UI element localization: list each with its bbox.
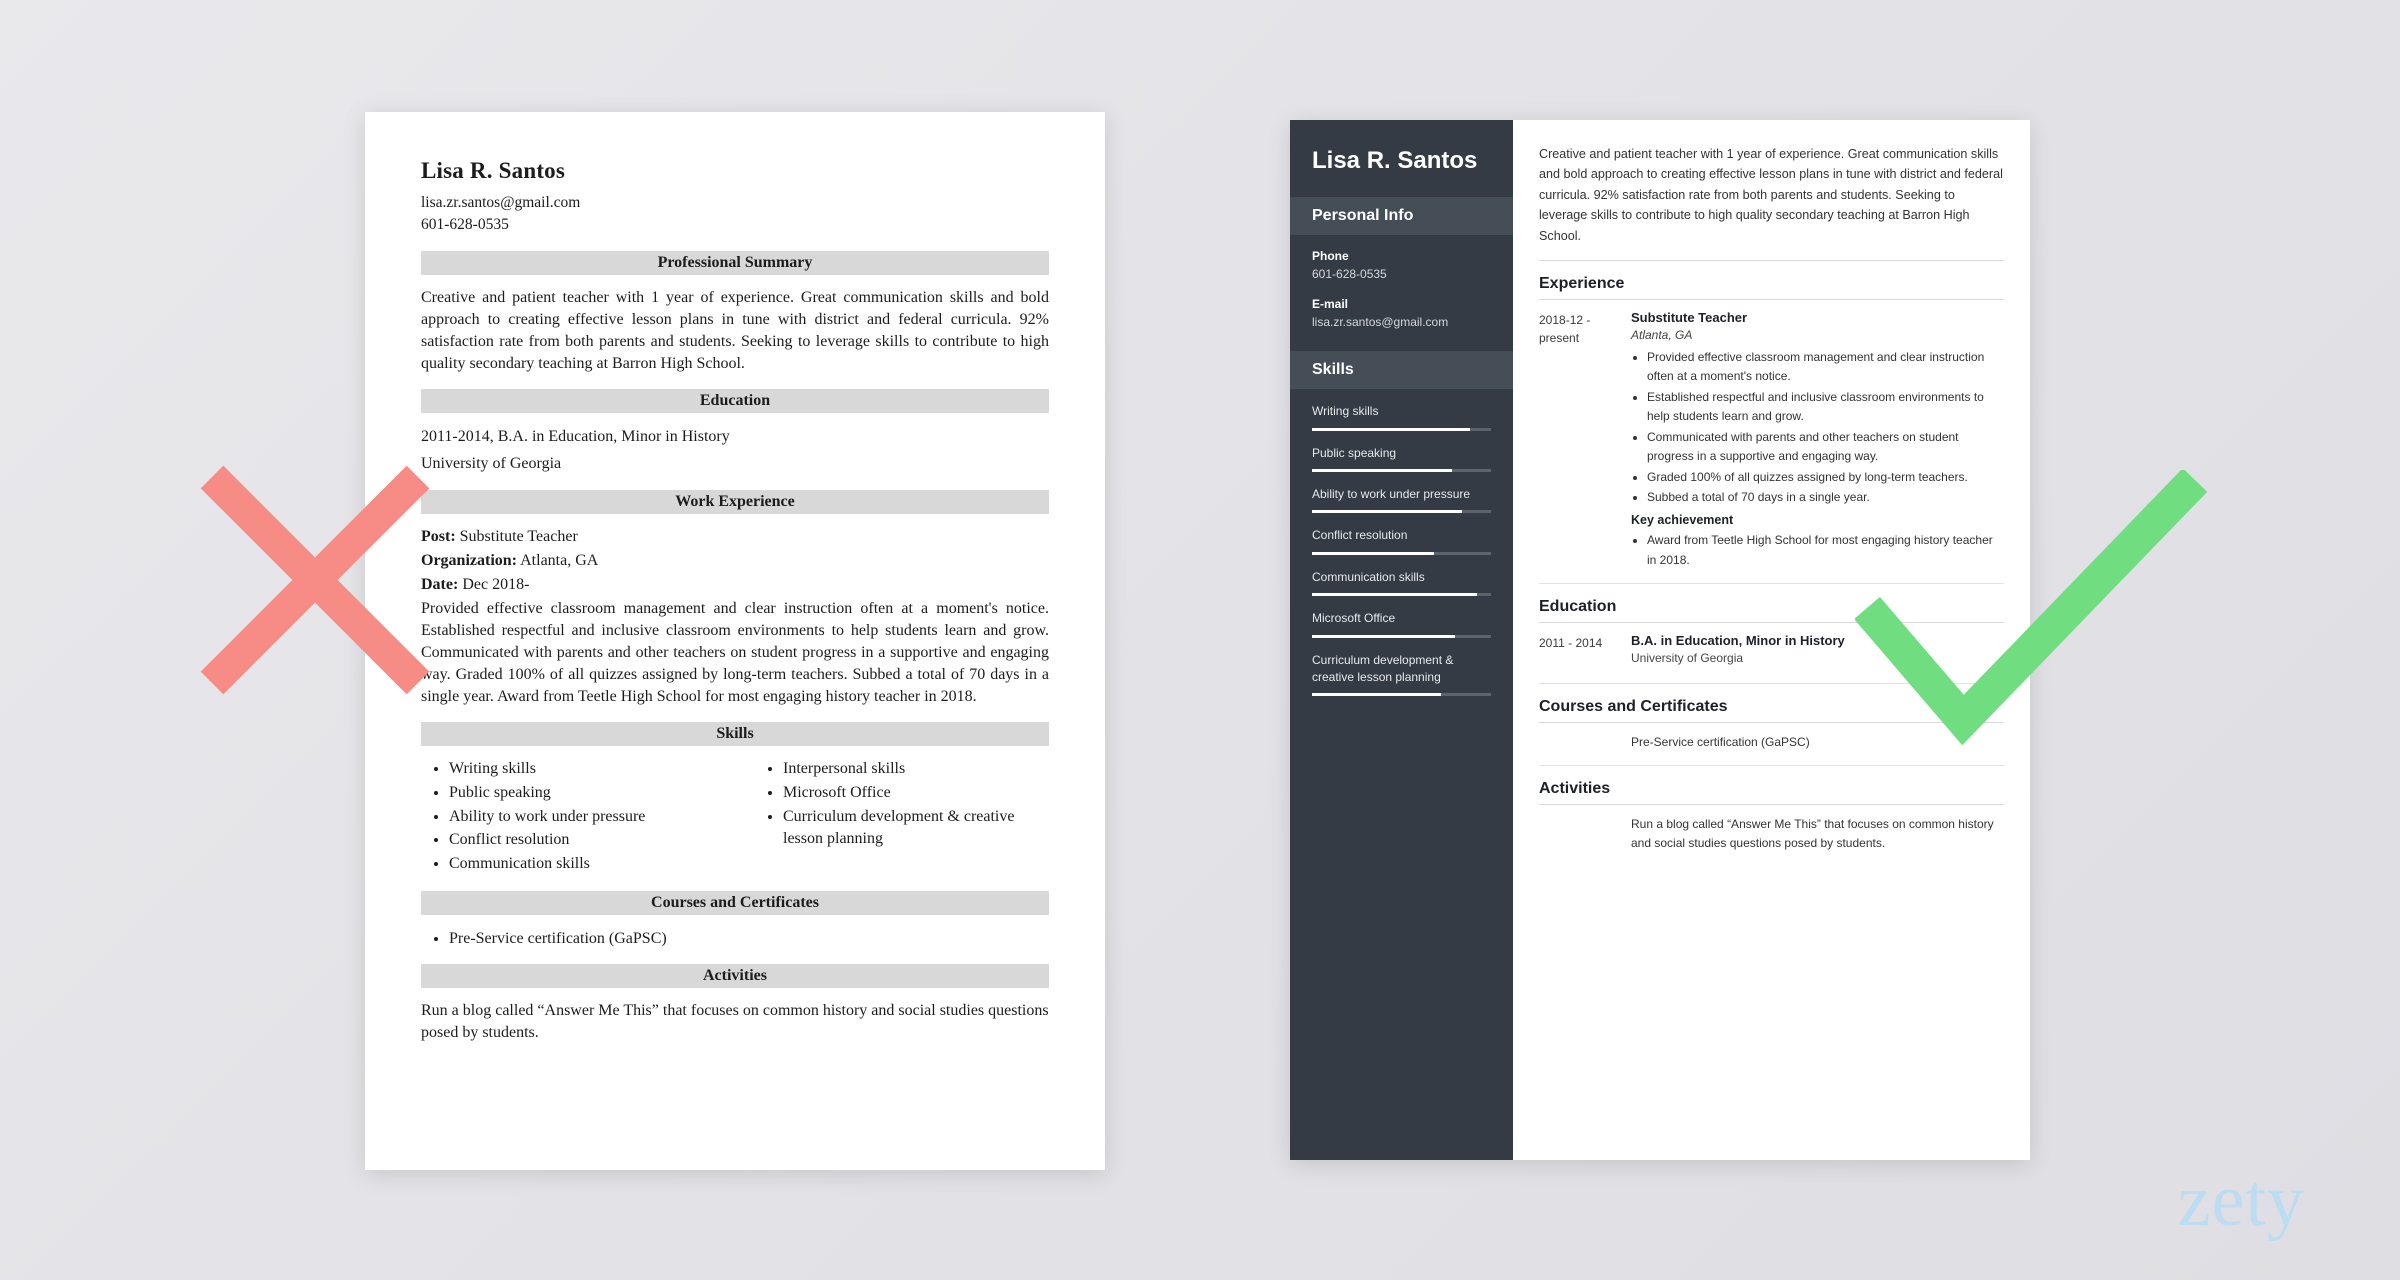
list-item: • Pre-Service certification (GaPSC) — [449, 927, 1049, 950]
list-item: • Subbed a total of 70 days in a single year. — [1647, 488, 2004, 507]
bad-activities-text: Run a blog called “Answer Me This” that focuses on common history and social studies questions posed by students. — [421, 1002, 1049, 1042]
section-divider — [1539, 683, 2004, 684]
bad-education-line-2: University of Georgia — [421, 455, 562, 473]
bad-skills-columns — [421, 758, 1049, 877]
activities-entry — [1539, 815, 2004, 854]
skill-label: Curriculum development & creative lesson planning — [1312, 652, 1454, 684]
bad-skills-column-1 — [421, 758, 715, 877]
list-item: • Conflict resolution — [449, 829, 715, 852]
bad-work-post-label: Post: — [421, 527, 456, 545]
activities-text: Run a blog called “Answer Me This” that focuses on common history and social studies questions posed by students. — [1631, 816, 1994, 851]
sidebar-email-value: lisa.zr.santos@gmail.com — [1312, 315, 1449, 330]
courses-body — [1631, 733, 2004, 752]
experience-location: Atlanta, GA — [1631, 327, 1693, 342]
sidebar-phone-label: Phone — [1312, 249, 1349, 264]
list-item: • Public speaking — [449, 782, 715, 805]
section-divider — [1539, 583, 2004, 584]
skill-label: Writing skills — [1312, 404, 1379, 419]
skill-bar-track — [1312, 469, 1491, 472]
experience-body — [1631, 310, 2004, 571]
key-achievement-label: Key achievement — [1631, 513, 1734, 528]
bad-section-header-work: Work Experience — [421, 490, 1049, 514]
bad-resume-name: Lisa R. Santos — [421, 158, 566, 183]
sidebar-section-skills: Skills — [1290, 351, 1513, 389]
sidebar-section-personal-info: Personal Info — [1290, 197, 1513, 235]
good-section-title-activities: Activities — [1539, 780, 2004, 805]
bad-section-header-courses: Courses and Certificates — [421, 891, 1049, 915]
bad-work-date-row — [421, 574, 1049, 596]
list-item: • Ability to work under pressure — [449, 806, 715, 829]
good-section-experience — [1539, 275, 2004, 584]
experience-entry — [1539, 310, 2004, 571]
skill-bar-fill — [1312, 593, 1477, 596]
bad-section-header-skills: Skills — [421, 722, 1049, 746]
skill-bar-track — [1312, 510, 1491, 513]
list-item: • Established respectful and inclusive classroom environments to help students learn and grow. — [1647, 388, 2004, 427]
bad-section-header-summary: Professional Summary — [421, 251, 1049, 275]
good-section-title-experience: Experience — [1539, 275, 2004, 300]
list-item: • Communication skills — [449, 853, 715, 876]
skill-bar-fill — [1312, 635, 1455, 638]
list-item: • Microsoft Office — [783, 782, 1049, 805]
bad-work-org-label: Organization: — [421, 551, 517, 569]
zety-logo: zety — [2177, 1160, 2305, 1242]
bad-work-org-value: Atlanta, GA — [520, 551, 599, 569]
courses-date-spacer — [1539, 733, 1617, 752]
skill-entry — [1290, 527, 1513, 554]
skill-entry — [1290, 610, 1513, 637]
good-section-activities — [1539, 780, 2004, 854]
list-item: • Communicated with parents and other teachers on student progress in a supportive and engaging way. — [1647, 428, 2004, 467]
skill-bar-fill — [1312, 469, 1452, 472]
bad-section-header-education: Education — [421, 389, 1049, 413]
skill-bar-track — [1312, 552, 1491, 555]
key-achievement-list — [1631, 531, 2004, 570]
sidebar-personal-info-block — [1290, 235, 1513, 351]
skill-entry — [1290, 569, 1513, 596]
sidebar-phone-value: 601-628-0535 — [1312, 267, 1387, 282]
skill-entry — [1290, 486, 1513, 513]
experience-bullet-list — [1631, 348, 2004, 508]
good-resume-name: Lisa R. Santos — [1312, 147, 1478, 174]
education-school: University of Georgia — [1631, 651, 1744, 666]
courses-item: Pre-Service certification (GaPSC) — [1631, 735, 1810, 750]
bad-work-block — [421, 526, 1049, 709]
education-degree: B.A. in Education, Minor in History — [1631, 633, 1845, 649]
courses-entry — [1539, 733, 2004, 752]
skill-entry — [1290, 652, 1513, 697]
section-divider — [1539, 765, 2004, 766]
good-resume-document — [1290, 120, 2030, 1160]
bad-work-post-row — [421, 526, 1049, 548]
bad-resume-phone: 601-628-0535 — [421, 216, 509, 234]
bad-resume-email: lisa.zr.santos@gmail.com — [421, 194, 581, 211]
list-item: • Interpersonal skills — [783, 758, 1049, 781]
sidebar-email-label: E-mail — [1312, 297, 1349, 312]
skill-label: Ability to work under pressure — [1312, 487, 1471, 502]
good-section-courses — [1539, 698, 2004, 765]
activities-date-spacer — [1539, 815, 1617, 854]
skill-bar-fill — [1312, 428, 1470, 431]
skill-entry — [1290, 445, 1513, 472]
list-item: • Graded 100% of all quizzes assigned by long-term teachers. — [1647, 468, 2004, 487]
good-section-title-education: Education — [1539, 598, 2004, 623]
bad-work-date-label: Date: — [421, 575, 459, 593]
bad-work-date-value: Dec 2018- — [462, 575, 530, 593]
experience-job-title: Substitute Teacher — [1631, 309, 1748, 325]
skill-label: Communication skills — [1312, 569, 1425, 584]
bad-section-header-activities: Activities — [421, 964, 1049, 988]
good-resume-main-column — [1513, 120, 2030, 1160]
good-summary-text: Creative and patient teacher with 1 year of experience. Great communication skills and bold approach to creating effective lesson plans in tune with district and federal curricula. 92% satisfaction rate from both parents and students. Seeking to leverage skills to contribute to high quality secondary teaching at Barron High School. — [1539, 144, 2004, 261]
bad-work-description: Provided effective classroom management and clear instruction often at a moment's notice. Established respectful and inclusive classroom environments to help students learn and grow. Communicated with parents and other teachers on student progress in a supportive and engaging way. Graded 100% of all quizzes assigned by long-term teachers. Subbed a total of 70 days in a single year. Award from Teetle High School for most engaging history teacher in 2018. — [421, 599, 1049, 706]
good-section-title-courses: Courses and Certificates — [1539, 698, 2004, 723]
bad-summary-text: Creative and patient teacher with 1 year of experience. Great communication skills and bold approach to creating effective lesson plans in tune with district and federal curricula. 92% satisfaction rate from both parents and students. Seeking to leverage skills to contribute to high quality secondary teaching at Barron High School. — [421, 288, 1049, 373]
skill-label: Public speaking — [1312, 445, 1397, 460]
bad-education-line-1: 2011-2014, B.A. in Education, Minor in History — [421, 428, 730, 446]
skill-label: Conflict resolution — [1312, 528, 1408, 543]
skill-label: Microsoft Office — [1312, 611, 1396, 626]
list-item: • Writing skills — [449, 758, 715, 781]
bad-work-org-row — [421, 550, 1049, 572]
list-item: • Curriculum development & creative lesson planning — [783, 806, 1049, 851]
bad-skills-column-2 — [755, 758, 1049, 877]
skill-entry — [1290, 403, 1513, 430]
education-date: 2011 - 2014 — [1539, 636, 1603, 651]
bad-courses-list — [421, 927, 1049, 950]
experience-date: 2018-12 - present — [1539, 312, 1591, 345]
education-entry — [1539, 633, 2004, 671]
skill-bar-track — [1312, 428, 1491, 431]
list-item: • Provided effective classroom management and clear instruction often at a moment's notice. — [1647, 348, 2004, 387]
activities-body — [1631, 815, 2004, 854]
skill-bar-fill — [1312, 693, 1441, 696]
bad-resume-contact — [421, 192, 1049, 237]
skill-bar-fill — [1312, 552, 1434, 555]
skill-bar-track — [1312, 635, 1491, 638]
skill-bar-track — [1312, 593, 1491, 596]
good-section-education — [1539, 598, 2004, 684]
bad-resume-document — [365, 112, 1105, 1170]
skill-bar-track — [1312, 693, 1491, 696]
education-body — [1631, 633, 2004, 671]
list-item: • Award from Teetle High School for most engaging history teacher in 2018. — [1647, 531, 2004, 570]
skill-bar-fill — [1312, 510, 1462, 513]
bad-work-post-value: Substitute Teacher — [459, 527, 578, 545]
good-resume-sidebar — [1290, 120, 1513, 1160]
